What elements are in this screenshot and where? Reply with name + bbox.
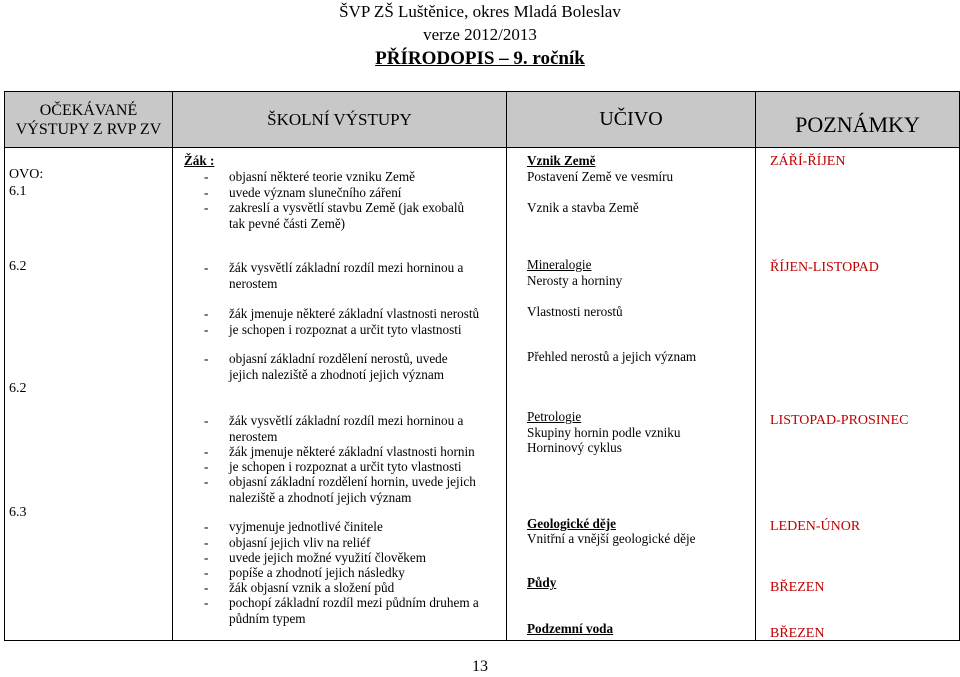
bullet-dash: - [204,413,209,428]
ovo-code: 6.3 [9,505,27,520]
output-item: žák jmenuje některé základní vlastnosti nerostů [229,306,480,321]
output-item: žák vysvětlí základní rozdíl mezi horninou a [229,413,464,428]
output-item: půdním typem [229,611,306,626]
output-item: nerostem [229,276,278,291]
bullet-dash: - [204,322,209,337]
output-item: objasní některé teorie vzniku Země [229,169,416,184]
bullet-dash: - [204,535,209,550]
ovo-label: OVO: [9,167,44,182]
pupil-label: Žák : [184,153,215,168]
output-item: popíše a zhodnotí jejich následky [229,565,405,580]
bullet-dash: - [204,474,209,489]
col-header-curriculum: UČIVO [599,108,663,130]
col-header-notes: POZNÁMKY [795,111,920,137]
bullet-dash: - [204,444,209,459]
output-item: uvede význam slunečního záření [229,185,402,200]
output-item: pochopí základní rozdíl mezi půdním druhem a [229,595,479,610]
bullet-dash: - [204,595,209,610]
topic-title: Petrologie [527,409,582,424]
page-number: 13 [472,658,488,675]
ovo-code: 6.1 [9,184,27,199]
column-divider [172,92,173,640]
bullet-dash: - [204,185,209,200]
school-name: ŠVP ZŠ Luštěnice, okres Mladá Boleslav [339,2,621,21]
topic-item: Vlastnosti nerostů [527,304,623,319]
topic-title: Podzemní voda [527,621,614,636]
timing-note: BŘEZEN [770,626,825,641]
bullet-dash: - [204,459,209,474]
output-item: objasní základní rozdělení hornin, uvede jejich [229,474,476,489]
output-item: objasní jejich vliv na reliéf [229,535,371,550]
bullet-dash: - [204,169,209,184]
timing-note: LEDEN-ÚNOR [770,519,861,534]
timing-note: ZÁŘÍ-ŘÍJEN [770,154,846,169]
output-item: tak pevné části Země) [229,216,346,231]
timing-note: ŘÍJEN-LISTOPAD [770,260,879,275]
output-item: je schopen i rozpoznat a určit tyto vlastnosti [229,322,462,337]
output-item: nerostem [229,429,278,444]
ovo-code: 6.2 [9,259,27,274]
output-item: jejich naleziště a zhodnotí jejich význam [229,367,444,382]
col-header-expected-outputs: OČEKÁVANÉ VÝSTUPY Z RVP ZV [15,101,162,138]
bullet-dash: - [204,550,209,565]
output-item: zakreslí a vysvětlí stavbu Země (jak exobalů [229,200,465,215]
output-item: žák objasní vznik a složení půd [229,580,395,595]
topic-item: Skupiny hornin podle vzniku [527,425,681,440]
column-divider [755,92,756,640]
timing-note: LISTOPAD-PROSINEC [770,413,909,428]
topic-title: Geologické děje [527,516,616,531]
topic-title: Půdy [527,575,557,590]
bullet-dash: - [204,519,209,534]
output-item: vyjmenuje jednotlivé činitele [229,519,383,534]
bullet-dash: - [204,306,209,321]
bullet-dash: - [204,351,209,366]
topic-item: Horninový cyklus [527,440,622,455]
output-item: žák jmenuje některé základní vlastnosti hornin [229,444,475,459]
topic-item: Vnitřní a vnější geologické děje [527,531,696,546]
version: verze 2012/2013 [423,25,537,44]
output-item: naleziště a zhodnotí jejich význam [229,490,412,505]
bullet-dash: - [204,580,209,595]
topic-item: Postavení Země ve vesmíru [527,169,674,184]
output-item: objasní základní rozdělení nerostů, uvede [229,351,448,366]
topic-item: Nerosty a horniny [527,273,623,288]
topic-item: Vznik a stavba Země [527,200,639,215]
subject-title: PŘÍRODOPIS – 9. ročník [375,48,585,69]
table-header [5,92,959,148]
output-item: uvede jejich možné využití člověkem [229,550,427,565]
topic-item: Přehled nerostů a jejich význam [527,349,697,364]
bullet-dash: - [204,260,209,275]
topic-title: Vznik Země [527,153,596,168]
output-item: žák vysvětlí základní rozdíl mezi horninou a [229,260,464,275]
bullet-dash: - [204,565,209,580]
ovo-code: 6.2 [9,381,27,396]
bullet-dash: - [204,200,209,215]
col-header-school-outputs: ŠKOLNÍ VÝSTUPY [267,109,412,129]
curriculum-table [4,91,960,641]
timing-note: BŘEZEN [770,580,825,595]
column-divider [506,92,507,640]
output-item: je schopen i rozpoznat a určit tyto vlastnosti [229,459,462,474]
topic-title: Mineralogie [527,257,592,272]
